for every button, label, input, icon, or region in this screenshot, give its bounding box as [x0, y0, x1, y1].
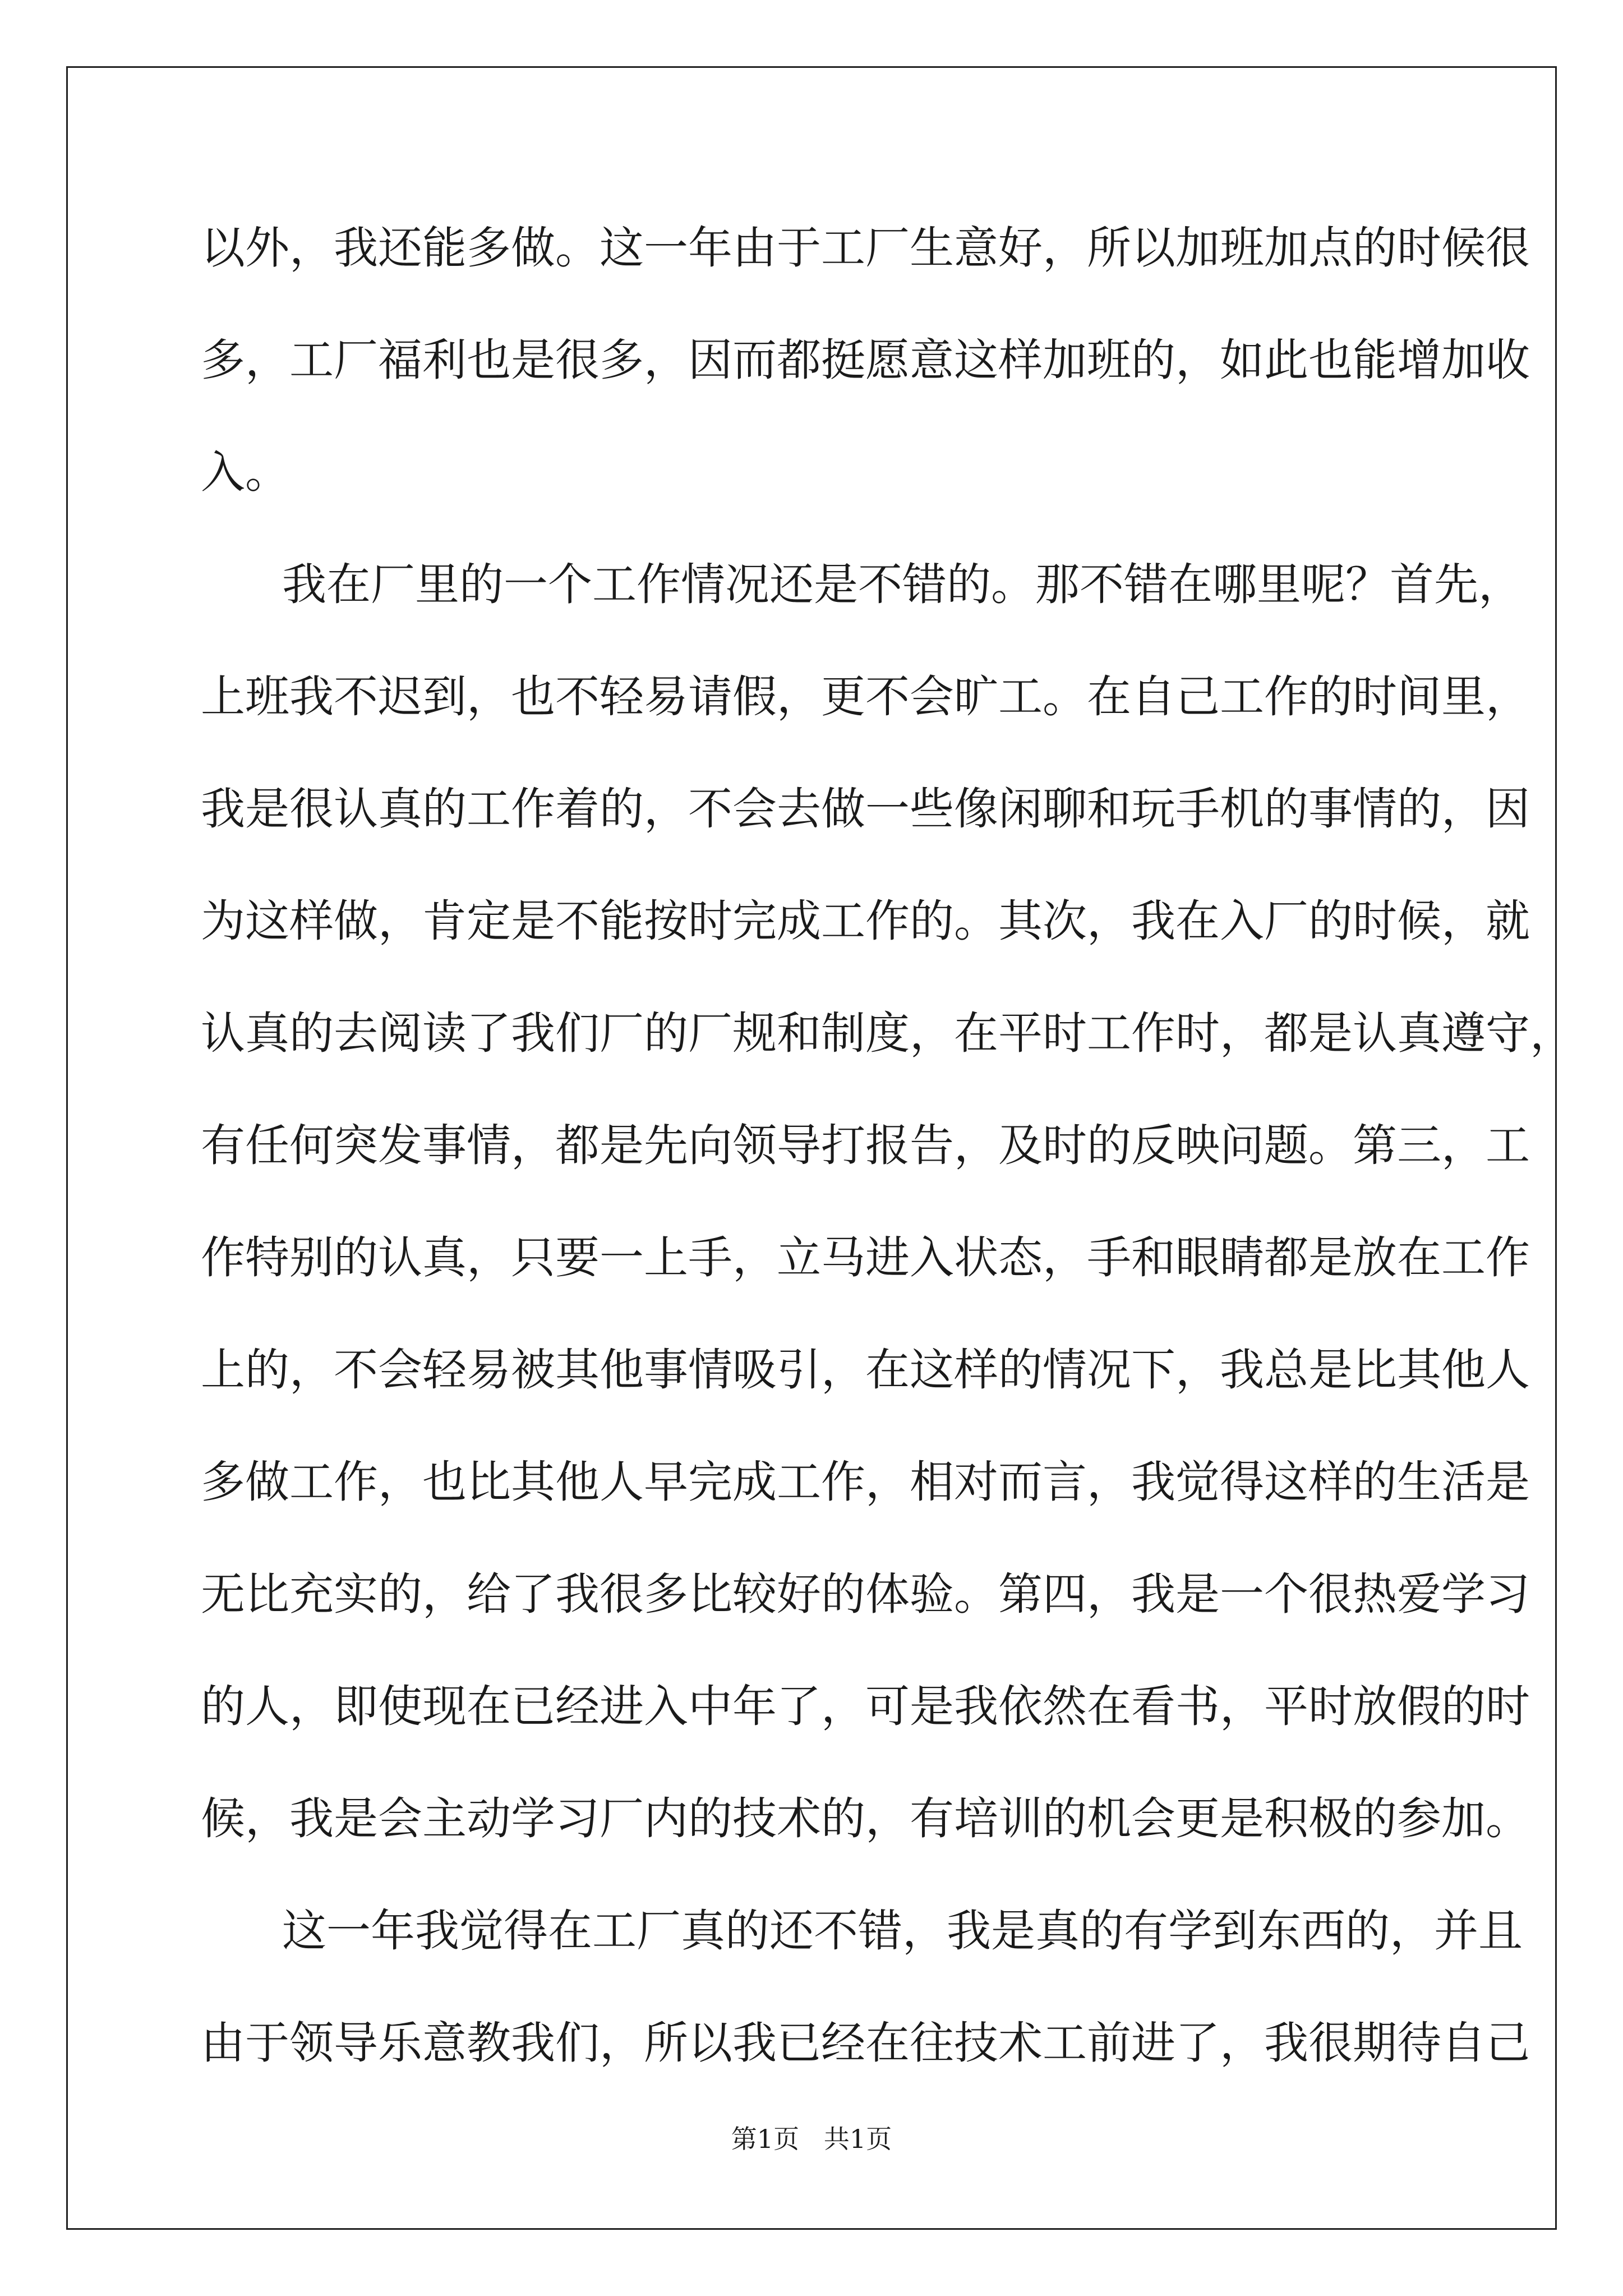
text-line: 候，我是会主动学习厂内的技术的，有培训的机会更是积极的参加。 — [201, 1793, 1530, 1844]
text-line: 的人，即使现在已经进入中年了，可是我依然在看书，平时放假的时 — [201, 1681, 1530, 1732]
text-line: 有任何突发事情，都是先向领导打报告，及时的反映问题。第三，工 — [201, 1120, 1530, 1171]
text-line: 入。 — [201, 447, 289, 498]
text-line: 我是很认真的工作着的，不会去做一些像闲聊和玩手机的事情的，因 — [201, 783, 1530, 835]
paragraph-start-line: 这一年我觉得在工厂真的还不错，我是真的有学到东西的，并且 — [282, 1905, 1523, 1957]
page-footer: 第1页 共1页 — [731, 2124, 892, 2154]
text-line: 作特别的认真，只要一上手，立马进入状态，手和眼睛都是放在工作 — [201, 1232, 1530, 1283]
text-line: 多做工作，也比其他人早完成工作，相对而言，我觉得这样的生活是 — [201, 1456, 1530, 1508]
text-line: 以外，我还能多做。这一年由于工厂生意好，所以加班加点的时候很 — [201, 222, 1530, 274]
text-line: 认真的去阅读了我们厂的厂规和制度，在平时工作时，都是认真遵守， — [201, 1007, 1574, 1059]
text-line: 上的，不会轻易被其他事情吸引，在这样的情况下，我总是比其他人 — [201, 1344, 1530, 1396]
text-line: 由于领导乐意教我们，所以我已经在往技术工前进了，我很期待自己 — [201, 2017, 1530, 2069]
text-line: 为这样做，肯定是不能按时完成工作的。其次，我在入厂的时候，就 — [201, 895, 1530, 947]
text-line: 无比充实的，给了我很多比较好的体验。第四，我是一个很热爱学习 — [201, 1568, 1530, 1620]
paragraph-start-line: 我在厂里的一个工作情况还是不错的。那不错在哪里呢？首先， — [282, 559, 1523, 610]
text-line: 多，工厂福利也是很多，因而都挺愿意这样加班的，如此也能增加收 — [201, 334, 1530, 386]
text-line: 上班我不迟到，也不轻易请假，更不会旷工。在自己工作的时间里， — [201, 671, 1530, 723]
